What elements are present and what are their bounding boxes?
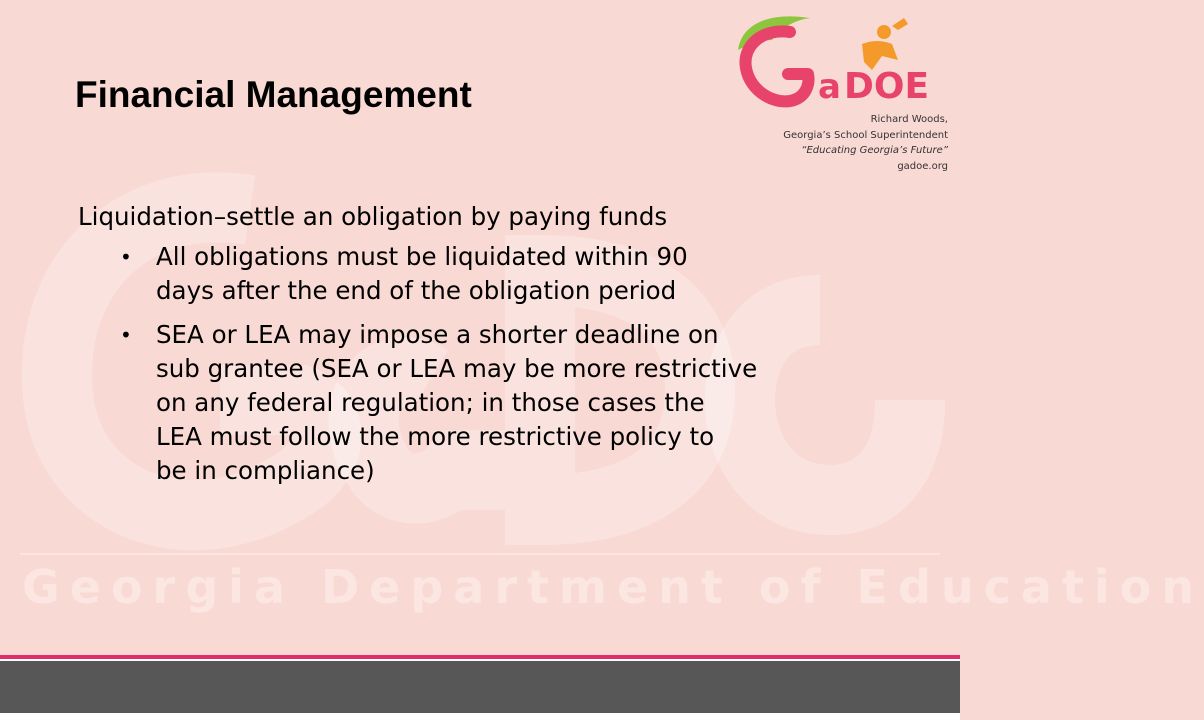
bullet-item bbox=[78, 318, 908, 488]
bullet-text bbox=[156, 240, 908, 308]
bullet-item bbox=[78, 240, 908, 308]
bullet-line: All obligations must be liquidated within 90 bbox=[156, 242, 688, 271]
bullet-line: on any federal regulation; in those cases the bbox=[156, 388, 705, 417]
svg-text:DOE: DOE bbox=[844, 66, 930, 107]
footer-edge bbox=[0, 713, 960, 720]
watermark-divider bbox=[20, 553, 940, 555]
superintendent-credit bbox=[688, 112, 948, 174]
slide-title: Financial Management bbox=[75, 74, 472, 115]
superintendent-role: Georgia’s School Superintendent bbox=[783, 129, 948, 141]
slide-body bbox=[78, 200, 908, 498]
superintendent-name: Richard Woods, bbox=[870, 114, 948, 125]
lead-text: Liquidation–settle an obligation by paying funds bbox=[78, 202, 668, 231]
bullet-dot-icon: • bbox=[120, 245, 132, 269]
bullet-line: be in compliance) bbox=[156, 456, 375, 485]
bullet-dot-icon: • bbox=[120, 323, 132, 347]
bullet-line: LEA must follow the more restrictive policy to bbox=[156, 422, 715, 451]
bullet-line: days after the end of the obligation period bbox=[156, 276, 677, 305]
watermark-text: Georgia Department of Education bbox=[22, 560, 1204, 614]
superintendent-motto: “Educating Georgia’s Future” bbox=[801, 145, 948, 156]
bullet-list bbox=[78, 240, 908, 488]
bullet-line: sub grantee (SEA or LEA may be more restrictive bbox=[156, 354, 758, 383]
bullet-line: SEA or LEA may impose a shorter deadline on bbox=[156, 320, 719, 349]
website-text: gadoe.org bbox=[897, 160, 948, 172]
footer-bar bbox=[0, 661, 960, 713]
bullet-text bbox=[156, 318, 908, 488]
svg-text:a: a bbox=[818, 67, 841, 107]
gadoe-logo bbox=[732, 10, 954, 110]
